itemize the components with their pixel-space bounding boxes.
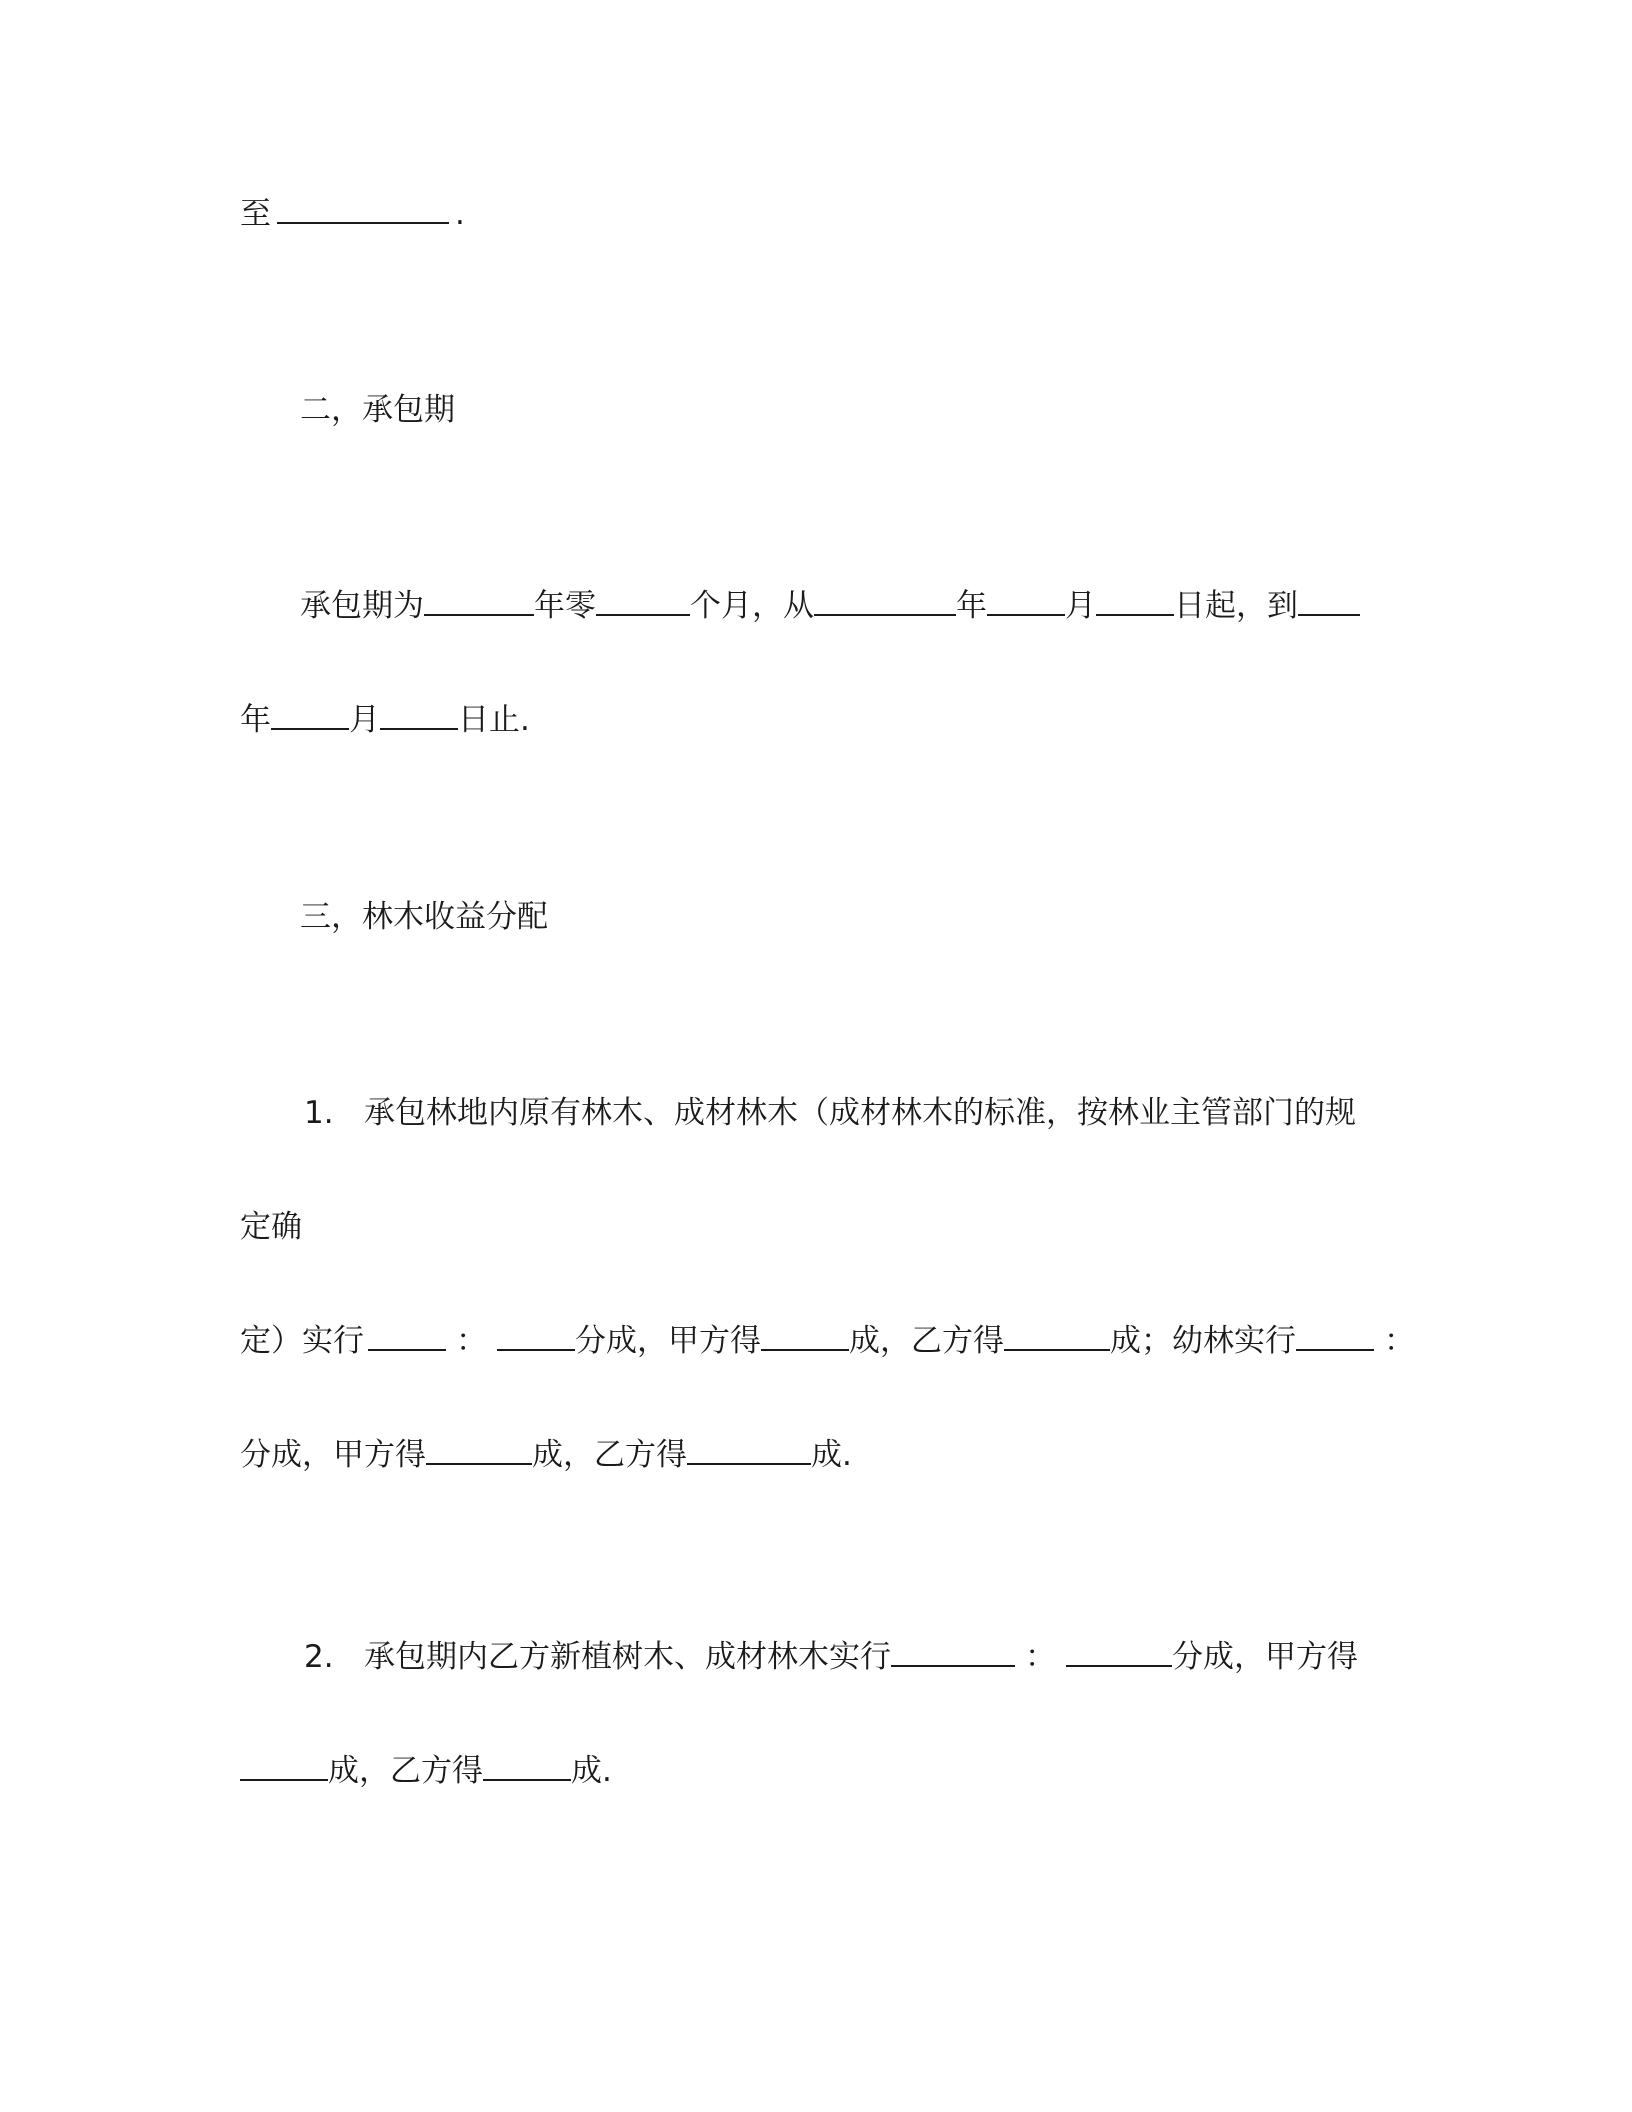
text: 年 — [956, 588, 987, 624]
text-line-4 — [240, 700, 530, 740]
text: ： — [1025, 1639, 1056, 1675]
text: 分成，甲方得 — [240, 1437, 426, 1473]
section-heading-3 — [300, 897, 548, 937]
text: 年零 — [534, 588, 596, 624]
blank-field — [380, 700, 458, 730]
text: 成，乙方得 — [532, 1437, 687, 1473]
blank-field — [424, 586, 534, 616]
blank-field — [426, 1435, 532, 1465]
text: 三，林木收益分配 — [300, 899, 548, 935]
text-line-1 — [240, 194, 465, 234]
text: 至 — [240, 196, 271, 232]
text: 定确 — [240, 1209, 302, 1245]
text: 月 — [1065, 588, 1096, 624]
text: ： — [1384, 1323, 1415, 1359]
text: . — [455, 196, 465, 232]
blank-field — [1296, 1321, 1374, 1351]
text-line-7 — [240, 1207, 302, 1247]
list-number: 1. — [304, 1095, 334, 1131]
blank-field — [1004, 1321, 1110, 1351]
blank-field — [596, 586, 690, 616]
text: 承包林地内原有林木、成材林木（成材林木的标准，按林业主管部门的规 — [364, 1095, 1356, 1131]
blank-field — [497, 1321, 575, 1351]
blank-field — [891, 1637, 1015, 1667]
text: 承包期为 — [300, 588, 424, 624]
blank-field — [814, 586, 956, 616]
text-line-11 — [240, 1751, 612, 1791]
text: 分成，甲方得 — [575, 1323, 761, 1359]
blank-field — [987, 586, 1065, 616]
text: ： — [456, 1323, 487, 1359]
text-line-3 — [300, 586, 1360, 626]
text: 成，乙方得 — [328, 1753, 483, 1789]
text: 月 — [349, 702, 380, 738]
text-line-9 — [240, 1435, 852, 1475]
text: 定）实行 — [240, 1323, 364, 1359]
text-line-10 — [304, 1637, 1358, 1677]
text: 分成，甲方得 — [1172, 1639, 1358, 1675]
text: 日起，到 — [1174, 588, 1298, 624]
section-heading-2 — [300, 390, 455, 430]
list-number: 2. — [304, 1639, 334, 1675]
text-line-6 — [304, 1093, 1356, 1133]
text: 成. — [811, 1437, 852, 1473]
text: 年 — [240, 702, 271, 738]
text: 成；幼林实行 — [1110, 1323, 1296, 1359]
text: 成，乙方得 — [849, 1323, 1004, 1359]
blank-field — [368, 1321, 446, 1351]
blank-field — [761, 1321, 849, 1351]
text-line-8 — [240, 1321, 1415, 1361]
blank-field — [1298, 586, 1360, 616]
blank-field — [483, 1751, 571, 1781]
blank-field — [687, 1435, 811, 1465]
blank-field — [240, 1751, 328, 1781]
blank-field — [1066, 1637, 1172, 1667]
text: 成. — [571, 1753, 612, 1789]
text: 承包期内乙方新植树木、成材林木实行 — [364, 1639, 891, 1675]
text: 二，承包期 — [300, 392, 455, 428]
text: 日止. — [458, 702, 530, 738]
blank-field — [271, 700, 349, 730]
text: 个月，从 — [690, 588, 814, 624]
blank-field — [1096, 586, 1174, 616]
blank-field — [277, 194, 449, 224]
